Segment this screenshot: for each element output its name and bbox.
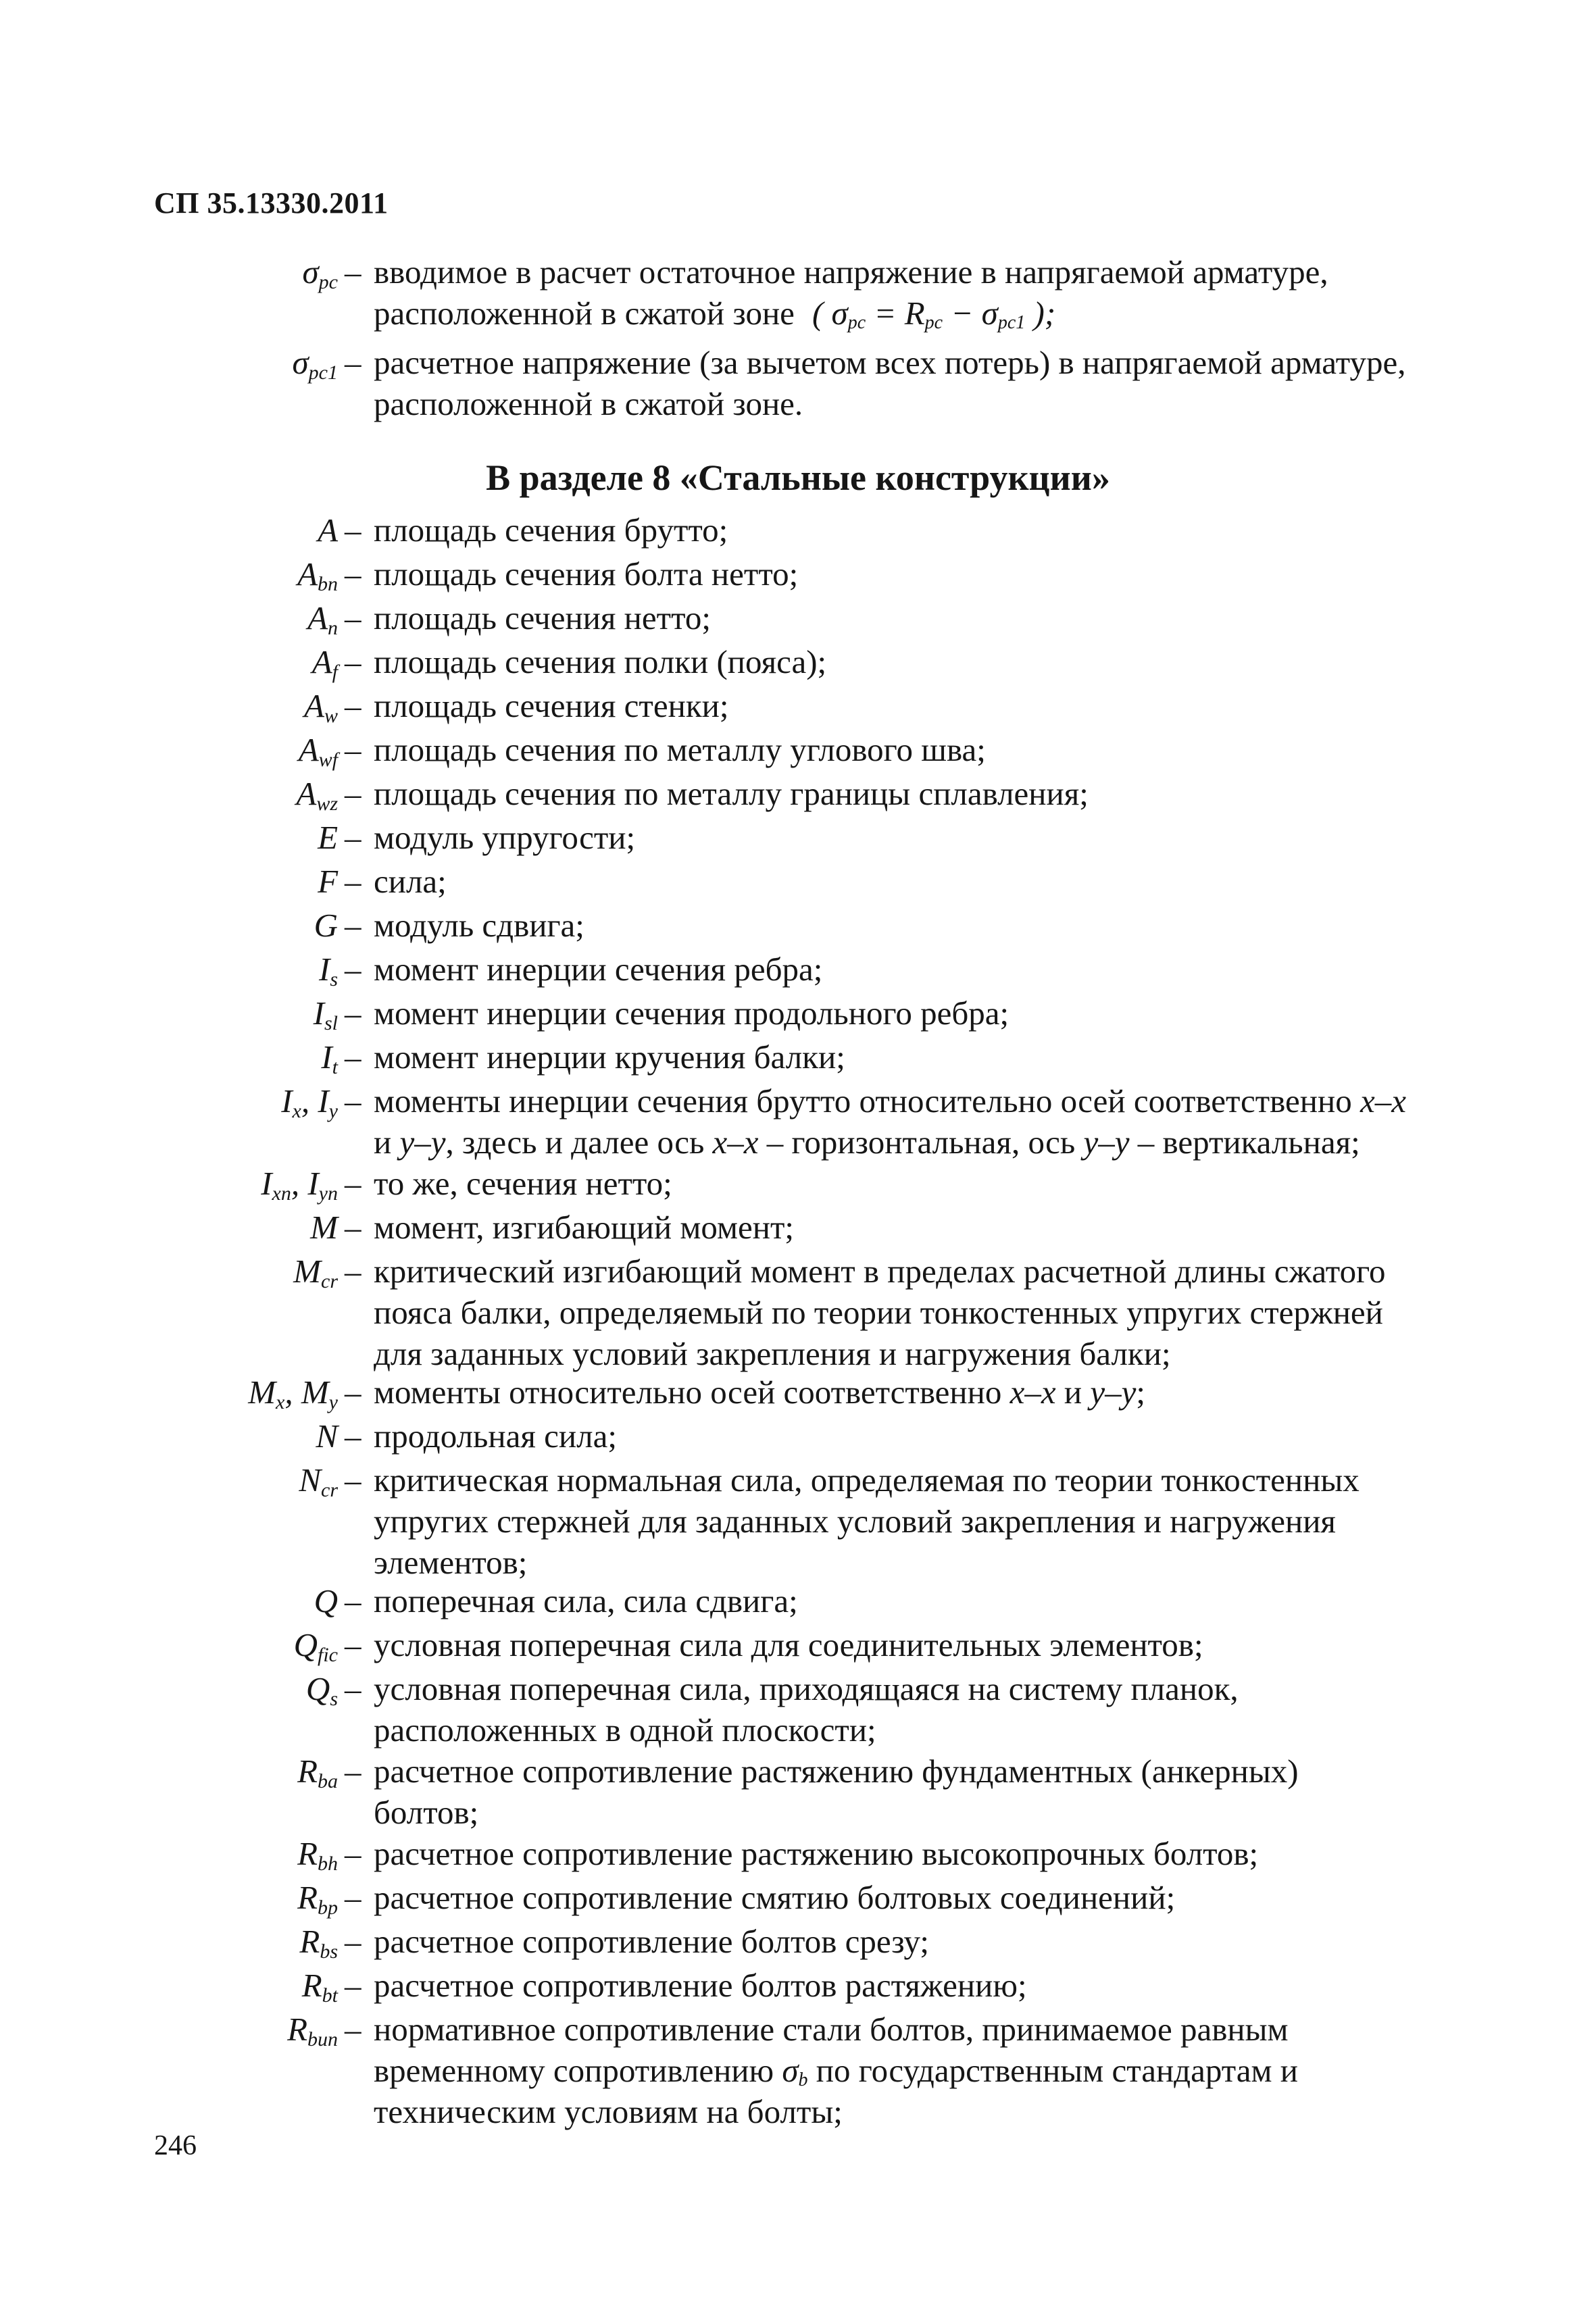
definition-line: болтов; bbox=[374, 1794, 479, 1831]
definition-line: модуль упругости; bbox=[374, 819, 636, 856]
definition-line: площадь сечения по металлу углового шва; bbox=[374, 731, 986, 768]
definition-dash: – bbox=[345, 775, 361, 812]
definition-symbol: $R_{bt}$ bbox=[301, 1967, 338, 2007]
definition-text bbox=[374, 1751, 1299, 1833]
definition-text bbox=[374, 1624, 1203, 1665]
definition-dash: – bbox=[345, 1165, 361, 1202]
definition-dash: – bbox=[345, 995, 361, 1032]
definition-text bbox=[374, 509, 728, 551]
definition-symbol: $Q_{fic}$ bbox=[293, 1626, 338, 1666]
definition-dash: – bbox=[345, 253, 361, 291]
definition-line: площадь сечения полки (пояса); bbox=[374, 643, 827, 680]
definition-text bbox=[374, 905, 584, 946]
definition-text bbox=[374, 1459, 1360, 1583]
definition-symbol: $I_s$ bbox=[318, 951, 338, 990]
definition-line: расчетное сопротивление растяжению фундаментных (анкерных) bbox=[374, 1753, 1299, 1790]
definition-symbol: Q bbox=[314, 1582, 338, 1619]
definition-text bbox=[374, 1036, 845, 1078]
definition-line: моменты инерции сечения брутто относительно осей соответственно x–x bbox=[374, 1082, 1406, 1120]
definition-line: сила; bbox=[374, 863, 447, 900]
definition-dash: – bbox=[345, 1082, 361, 1120]
definition-dash: – bbox=[345, 1967, 361, 2004]
definition-dash: – bbox=[345, 819, 361, 856]
definition-text bbox=[374, 773, 1089, 814]
definition-line: техническим условиям на болты; bbox=[374, 2093, 843, 2130]
definition-dash: – bbox=[345, 1461, 361, 1499]
definition-dash: – bbox=[345, 863, 361, 900]
definition-line: упругих стержней для заданных условий закрепления и нагружения bbox=[374, 1503, 1336, 1540]
definition-line: момент инерции сечения продольного ребра; bbox=[374, 995, 1009, 1032]
definition-symbol: F bbox=[318, 863, 338, 900]
definition-symbol: $\sigma_{pc1}$ bbox=[292, 344, 338, 384]
definition-symbol: A bbox=[318, 511, 338, 549]
definition-symbol: $I_{sl}$ bbox=[313, 995, 338, 1034]
definition-line: модуль сдвига; bbox=[374, 907, 584, 944]
definition-symbol: $A_{bn}$ bbox=[297, 555, 338, 595]
definition-dash: – bbox=[345, 731, 361, 768]
definition-text bbox=[374, 597, 711, 638]
definition-symbol: N bbox=[316, 1417, 338, 1455]
definition-line: условная поперечная сила, приходящаяся на систему планок, bbox=[374, 1670, 1239, 1707]
definition-line: расчетное сопротивление смятию болтовых соединений; bbox=[374, 1879, 1176, 1916]
definition-symbol: $\sigma_{pc}$ bbox=[302, 253, 338, 293]
definition-line: расчетное сопротивление растяжению высокопрочных болтов; bbox=[374, 1835, 1259, 1872]
definition-text bbox=[374, 251, 1328, 334]
definition-text bbox=[374, 992, 1009, 1034]
definition-line: то же, сечения нетто; bbox=[374, 1165, 672, 1202]
definition-text bbox=[374, 1580, 798, 1621]
definition-dash: – bbox=[345, 1923, 361, 1960]
definition-dash: – bbox=[345, 951, 361, 988]
definition-symbol: $A_f$ bbox=[311, 643, 338, 683]
definition-dash: – bbox=[345, 1753, 361, 1790]
definition-dash: – bbox=[345, 1879, 361, 1916]
definition-text bbox=[374, 553, 798, 595]
definition-text bbox=[374, 861, 447, 902]
definition-line: площадь сечения брутто; bbox=[374, 511, 728, 549]
definition-line: площадь сечения нетто; bbox=[374, 599, 711, 636]
definition-dash: – bbox=[345, 1209, 361, 1246]
definition-line: продольная сила; bbox=[374, 1417, 617, 1455]
definition-dash: – bbox=[345, 1626, 361, 1663]
definition-symbol: $A_{wz}$ bbox=[296, 775, 338, 815]
definition-text bbox=[374, 1921, 929, 1962]
definition-text bbox=[374, 1668, 1239, 1751]
definition-symbol: $R_{bh}$ bbox=[297, 1835, 338, 1875]
definition-dash: – bbox=[345, 907, 361, 944]
definition-dash: – bbox=[345, 1253, 361, 1290]
definition-dash: – bbox=[345, 344, 361, 381]
definition-line: пояса балки, определяемый по теории тонкостенных упругих стержней bbox=[374, 1294, 1383, 1331]
definition-line: расположенной в сжатой зоне ( $\sigma_{pc} = R_{pc} - \sigma_{pc1}$ ); bbox=[374, 295, 1056, 333]
definition-line: вводимое в расчет остаточное напряжение в напрягаемой арматуре, bbox=[374, 253, 1328, 291]
definition-symbol: $N_{cr}$ bbox=[299, 1461, 338, 1501]
definition-symbol: $R_{bs}$ bbox=[299, 1923, 338, 1963]
definition-line: площадь сечения стенки; bbox=[374, 687, 729, 724]
definition-text bbox=[374, 1080, 1406, 1163]
definition-text bbox=[374, 342, 1406, 424]
definition-symbol: $A_{wf}$ bbox=[298, 731, 338, 771]
definition-text bbox=[374, 685, 728, 726]
definition-line: и y–y, здесь и далее ось x–x – горизонтальная, ось y–y – вертикальная; bbox=[374, 1124, 1360, 1161]
definition-symbol: $M_{cr}$ bbox=[293, 1253, 338, 1292]
definition-text bbox=[374, 817, 635, 858]
definition-symbol: $I_t$ bbox=[321, 1038, 338, 1078]
definition-symbol: G bbox=[314, 907, 338, 944]
formula: ( $\sigma_{pc} = R_{pc} - \sigma_{pc1}$ ); bbox=[812, 295, 1056, 333]
definition-symbol: $M_x$, $M_y$ bbox=[248, 1374, 338, 1413]
definition-dash: – bbox=[345, 1038, 361, 1076]
definition-text bbox=[374, 729, 986, 770]
definition-dash: – bbox=[345, 555, 361, 593]
definition-line: момент инерции кручения балки; bbox=[374, 1038, 845, 1076]
definition-line: расчетное напряжение (за вычетом всех потерь) в напрягаемой арматуре, bbox=[374, 344, 1406, 381]
definition-line: поперечная сила, сила сдвига; bbox=[374, 1582, 798, 1619]
definition-text bbox=[374, 2009, 1298, 2132]
definition-text bbox=[374, 1207, 794, 1248]
definition-dash: – bbox=[345, 2011, 361, 2048]
section-title: В разделе 8 «Стальные конструкции» bbox=[486, 457, 1110, 498]
definition-line: моменты относительно осей соответственно x–x и y–y; bbox=[374, 1374, 1145, 1411]
definition-line: условная поперечная сила для соединительных элементов; bbox=[374, 1626, 1203, 1663]
definition-text bbox=[374, 949, 822, 990]
definition-line: расположенной в сжатой зоне. bbox=[374, 385, 803, 422]
definition-symbol: $R_{bun}$ bbox=[287, 2011, 338, 2051]
definition-text bbox=[374, 1251, 1385, 1374]
definition-symbol: $Q_s$ bbox=[305, 1670, 338, 1710]
definition-dash: – bbox=[345, 1835, 361, 1872]
definition-text bbox=[374, 1163, 672, 1204]
definition-text bbox=[374, 1833, 1258, 1874]
definition-text bbox=[374, 641, 826, 682]
definition-dash: – bbox=[345, 1417, 361, 1455]
page-number: 246 bbox=[154, 2130, 197, 2161]
definition-text bbox=[374, 1877, 1175, 1918]
definition-dash: – bbox=[345, 1582, 361, 1619]
definition-line: расчетное сопротивление болтов срезу; bbox=[374, 1923, 930, 1960]
definition-line: нормативное сопротивление стали болтов, принимаемое равным bbox=[374, 2011, 1289, 2048]
definition-dash: – bbox=[345, 687, 361, 724]
definition-symbol: E bbox=[318, 819, 338, 856]
definition-dash: – bbox=[345, 1670, 361, 1707]
definition-symbol: $R_{ba}$ bbox=[297, 1753, 338, 1792]
definition-line: площадь сечения болта нетто; bbox=[374, 555, 799, 593]
definition-line: элементов; bbox=[374, 1544, 528, 1581]
definition-text bbox=[374, 1372, 1145, 1413]
definition-symbol: $I_x$, $I_y$ bbox=[281, 1082, 338, 1122]
definition-text bbox=[374, 1415, 617, 1457]
definition-line: критическая нормальная сила, определяемая по теории тонкостенных bbox=[374, 1461, 1360, 1499]
definition-dash: – bbox=[345, 511, 361, 549]
definition-line: для заданных условий закрепления и нагружения балки; bbox=[374, 1335, 1171, 1372]
definition-line: расчетное сопротивление болтов растяжению; bbox=[374, 1967, 1027, 2004]
definition-text bbox=[374, 1965, 1027, 2006]
definition-line: момент, изгибающий момент; bbox=[374, 1209, 794, 1246]
definition-line: временному сопротивлению $\sigma_b$ по государственным стандартам и bbox=[374, 2052, 1298, 2090]
definition-symbol: $R_{bp}$ bbox=[297, 1879, 338, 1919]
definition-dash: – bbox=[345, 599, 361, 636]
definition-line: критический изгибающий момент в пределах расчетной длины сжатого bbox=[374, 1253, 1386, 1290]
definition-symbol: M bbox=[310, 1209, 338, 1246]
document-code: СП 35.13330.2011 bbox=[154, 186, 389, 220]
definition-symbol: $A_w$ bbox=[304, 687, 338, 727]
definition-dash: – bbox=[345, 643, 361, 680]
definition-symbol: $A_n$ bbox=[307, 599, 338, 639]
definition-line: момент инерции сечения ребра; bbox=[374, 951, 823, 988]
definition-dash: – bbox=[345, 1374, 361, 1411]
definition-symbol: $I_{xn}$, $I_{yn}$ bbox=[261, 1165, 338, 1205]
definition-line: расположенных в одной плоскости; bbox=[374, 1711, 876, 1749]
definition-line: площадь сечения по металлу границы сплавления; bbox=[374, 775, 1089, 812]
